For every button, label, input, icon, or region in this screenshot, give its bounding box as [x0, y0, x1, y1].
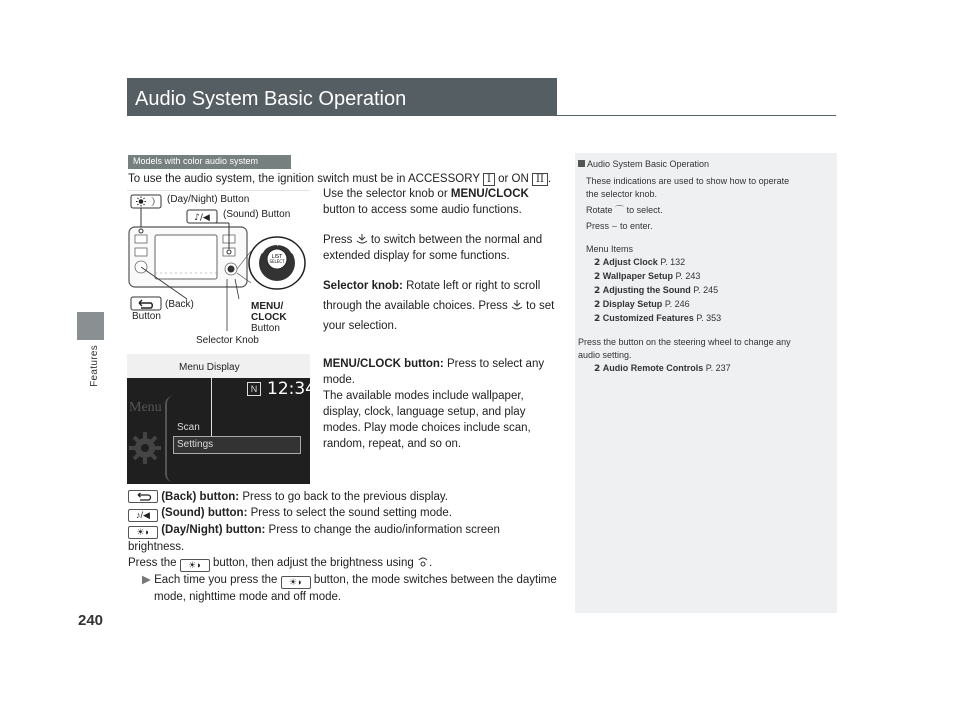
link-name: Adjust Clock [602, 257, 658, 267]
key-on: II [532, 173, 548, 186]
knob-rotate-icon [417, 556, 429, 568]
menu-clock-callout [251, 301, 287, 334]
back-callout: (Back) [165, 299, 194, 310]
menu-screen-title: Menu [129, 400, 162, 415]
press-the-end: . [428, 557, 433, 569]
knob-rotate-icon: ⌒ [615, 205, 625, 215]
selector-knob-label: Selector knob: [323, 280, 403, 292]
menu-clock-line: mode. [323, 374, 355, 386]
sound-desc-text: Press to select the sound setting mode. [250, 507, 452, 519]
back-callout-button: Button [132, 311, 161, 322]
daynight-chip: ☀◗ [128, 526, 158, 539]
sidebar-press: Press [586, 221, 610, 231]
link-page: P. 246 [664, 299, 690, 309]
menu-item-settings: Settings [173, 436, 301, 454]
sidebar-rotate-tail: to select. [626, 205, 663, 215]
menu-callout-line [211, 378, 212, 436]
menu-clock-text1: Press to select any [446, 358, 545, 370]
intro-text-b: or ON [498, 173, 529, 185]
sidebar-link[interactable] [594, 312, 833, 326]
arrow-bullet-icon: ▶ [142, 574, 151, 586]
link-page: P. 132 [660, 257, 686, 267]
intro-text [128, 171, 568, 187]
press-tail: to switch between the normal and [370, 234, 543, 246]
press-word: Press [323, 234, 353, 246]
daynight-chip-2: ☀◗ [180, 559, 210, 572]
sidebar-p1-line: These indications are used to show how to operate [586, 176, 790, 186]
selector-intro-line2: button to access some audio functions. [323, 204, 522, 216]
each-time-line2: mode, nighttime mode and off mode. [154, 591, 342, 603]
daynight-desc-text2: brightness. [128, 541, 185, 553]
day-night-callout: (Day/Night) Button [167, 194, 250, 205]
section-tab [77, 312, 104, 340]
title-divider [127, 115, 836, 116]
sound-chip: ♪/◀ [128, 509, 158, 522]
sidebar-p1-line: the selector knob. [586, 189, 658, 199]
link-page: P. 243 [675, 271, 701, 281]
gear-icon [127, 418, 167, 478]
each-time: Each time you press the [154, 574, 278, 586]
svg-text:SELECT: SELECT [269, 259, 285, 264]
sidebar-menu-items: Menu Items [586, 244, 634, 254]
menu-clock-line: display, clock, language setup, and play [323, 406, 526, 418]
sidebar-p2-line: Press the button on the steering wheel to change any [578, 337, 791, 347]
menu-display-callout: Menu Display [179, 362, 240, 373]
back-chip [128, 490, 158, 503]
sidebar-link[interactable] [594, 256, 833, 270]
menu-clock-line: modes. Play mode choices include scan, [323, 422, 531, 434]
sidebar-content [578, 158, 833, 376]
sidebar-rotate: Rotate [586, 205, 613, 215]
sidebar-link[interactable] [594, 298, 833, 312]
daynight-chip-3: ☀◗ [281, 576, 311, 589]
each-time-tail: button, the mode switches between the daytime [313, 574, 557, 586]
press-the-tail: button, then adjust the brightness using [212, 557, 414, 569]
page-number: 240 [78, 612, 104, 629]
daynight-desc-label: (Day/Night) button: [161, 524, 266, 536]
ref-arrow-icon: 2 [594, 364, 601, 374]
sidebar-title: Audio System Basic Operation [587, 159, 710, 169]
sound-desc-label: (Sound) button: [161, 507, 248, 519]
svg-text:♪/◀: ♪/◀ [194, 213, 210, 223]
selector-intro-bold: MENU/CLOCK [450, 188, 529, 200]
link-name: Customized Features [602, 313, 694, 323]
menu-clock-line: The available modes include wallpaper, [323, 390, 524, 402]
selector-intro-line1: Use the selector knob or [323, 188, 448, 200]
link-page: P. 245 [693, 285, 719, 295]
selector-knob-text1: Rotate left or right to scroll [406, 280, 541, 292]
back-desc-label: (Back) button: [161, 491, 240, 503]
link-page: P. 237 [705, 363, 731, 373]
ref-arrow-icon: 2 [594, 286, 601, 296]
link-name: Display Setup [602, 299, 663, 309]
models-tag: Models with color audio system [128, 155, 291, 169]
link-name: Audio Remote Controls [602, 363, 704, 373]
menu-arc [165, 396, 173, 482]
press-the: Press the [128, 557, 177, 569]
intro-period: . [547, 173, 552, 185]
sidebar-p2-line: audio setting. [578, 350, 632, 360]
link-name: Wallpaper Setup [602, 271, 673, 281]
menu-callout-line2: CLOCK [251, 312, 287, 323]
ref-arrow-icon: 2 [594, 258, 601, 268]
link-name: Adjusting the Sound [602, 285, 691, 295]
knob-press-icon: ⌣ [611, 221, 618, 231]
note-icon [578, 160, 585, 167]
selector-intro [323, 186, 563, 452]
sidebar-press-tail: to enter. [619, 221, 653, 231]
daynight-desc-text: Press to change the audio/information screen [268, 524, 500, 536]
page-title [127, 78, 557, 115]
knob-press-icon [356, 233, 368, 245]
sidebar-link[interactable] [594, 284, 833, 298]
selector-knob-text3: your selection. [323, 320, 398, 332]
menu-clock-line: random, repeat, and so on. [323, 438, 462, 450]
menu-callout-line1: MENU/ [251, 301, 284, 312]
ref-arrow-icon: 2 [594, 300, 601, 310]
section-label: Features [89, 345, 100, 387]
link-page: P. 353 [696, 313, 722, 323]
sun-icon [136, 197, 146, 207]
svg-text:LIST: LIST [271, 254, 283, 260]
sidebar-link[interactable] [594, 270, 833, 284]
back-desc-text: Press to go back to the previous display. [242, 491, 448, 503]
press-line2: extended display for some functions. [323, 250, 510, 262]
selector-knob-callout: Selector Knob [196, 335, 259, 346]
button-descriptions [128, 489, 568, 605]
ref-arrow-icon: 2 [594, 272, 601, 282]
page-title-text: Audio System Basic Operation [135, 88, 407, 110]
menu-screen [127, 378, 316, 484]
key-accessory: I [483, 173, 495, 186]
sidebar-link-remote[interactable] [578, 362, 833, 376]
audio-unit-figure [127, 190, 310, 350]
sound-callout: (Sound) Button [223, 209, 291, 220]
clock-display: 12:34 [267, 379, 316, 399]
menu-callout-line3: Button [251, 323, 280, 334]
selector-knob-text2b: to set [526, 300, 555, 312]
knob-press-icon-2 [511, 299, 523, 311]
menu-display-figure [127, 354, 316, 484]
intro-text-a: To use the audio system, the ignition switch must be in ACCESSORY [128, 173, 480, 185]
menu-clock-label: MENU/CLOCK button: [323, 358, 444, 370]
ref-arrow-icon: 2 [594, 314, 601, 324]
menu-item-scan: Scan [177, 422, 200, 433]
selector-knob-text2a: through the available choices. Press [323, 300, 508, 312]
channel-badge: N [247, 382, 261, 396]
